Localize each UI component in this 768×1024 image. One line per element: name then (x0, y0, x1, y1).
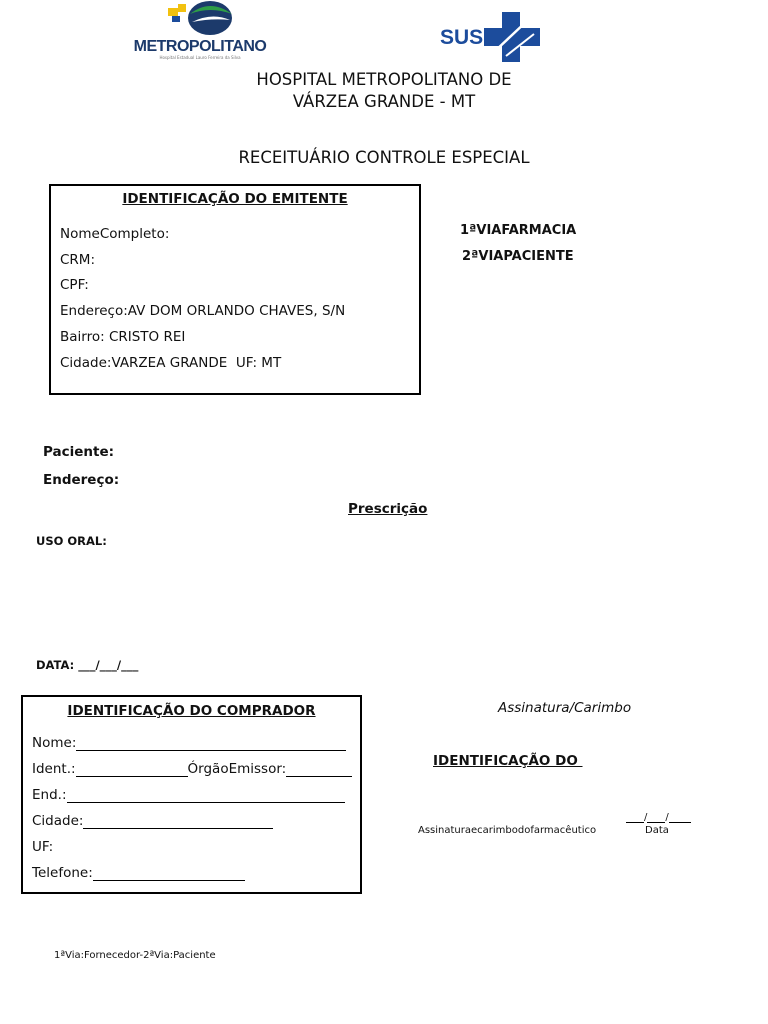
emitente-crm: CRM: (60, 252, 96, 268)
comprador-box (21, 695, 362, 894)
fornecedor-date-line[interactable]: / / (626, 812, 691, 823)
prescricao-heading: Prescrição (348, 501, 428, 517)
comprador-end-line[interactable] (67, 790, 345, 803)
metropolitano-subtitle: Hospital Estadual Lauro Ferreira da Silva (159, 55, 241, 60)
footer-vias-note: 1ªVia:Fornecedor-2ªVia:Paciente (54, 950, 216, 961)
comprador-uf-label: UF: (32, 839, 54, 855)
sus-logo (440, 12, 540, 64)
comprador-orgao-line[interactable] (286, 764, 352, 777)
hospital-name-line2: VÁRZEA GRANDE - MT (292, 92, 476, 111)
comprador-uf-field (32, 839, 53, 855)
document-title: RECEITUÁRIO CONTROLE ESPECIAL (238, 148, 530, 167)
comprador-orgao-label: ÓrgãoEmissor: (187, 761, 287, 777)
comprador-cidade-line[interactable] (83, 816, 273, 829)
emitente-endereco: Endereço:AV DOM ORLANDO CHAVES, S/N (60, 303, 346, 319)
comprador-end-field (32, 787, 345, 803)
comprador-heading: IDENTIFICAÇÃO DO COMPRADOR (67, 703, 316, 719)
emitente-bairro: Bairro: CRISTO REI (60, 329, 186, 345)
emitente-box (49, 184, 421, 395)
sus-wordmark: SUS (440, 26, 484, 49)
comprador-ident-field (32, 761, 352, 777)
paciente-label: Paciente: (43, 444, 115, 460)
metropolitano-wordmark: METROPOLITANO (133, 38, 267, 55)
emitente-nome: NomeCompleto: (60, 226, 170, 242)
comprador-nome-field (32, 735, 346, 751)
emitente-cidade: Cidade:VARZEA GRANDE UF: MT (60, 355, 282, 371)
comprador-cidade-label: Cidade: (32, 813, 84, 829)
paciente-endereco-label: Endereço: (43, 472, 120, 488)
comprador-telefone-field (32, 865, 245, 881)
emitente-heading: IDENTIFICAÇÃO DO EMITENTE (122, 191, 348, 207)
comprador-ident-label: Ident.: (32, 761, 76, 777)
fornecedor-data-label: Data (645, 825, 669, 836)
comprador-nome-line[interactable] (76, 738, 346, 751)
comprador-nome-label: Nome: (32, 735, 77, 751)
hospital-name-line1: HOSPITAL METROPOLITANO DE (256, 70, 512, 89)
fornecedor-heading: IDENTIFICAÇÃO DO (433, 753, 583, 769)
sus-cross-icon (484, 12, 540, 62)
emitente-cpf: CPF: (60, 277, 89, 293)
assinatura-carimbo-label: Assinatura/Carimbo (498, 700, 632, 716)
comprador-telefone-line[interactable] (93, 868, 245, 881)
comprador-cidade-field (32, 813, 273, 829)
comprador-telefone-label: Telefone: (32, 865, 93, 881)
metropolitano-emblem-icon (162, 0, 242, 40)
assinatura-farmaceutico-label: Assinaturaecarimbodofarmacêutico (418, 825, 597, 836)
uso-oral-label: USO ORAL: (36, 534, 107, 548)
via2-label: 2ªVIAPACIENTE (462, 249, 574, 264)
comprador-ident-line[interactable] (76, 764, 188, 777)
comprador-end-label: End.: (32, 787, 67, 803)
metropolitano-logo (130, 0, 270, 64)
via1-label: 1ªVIAFARMACIA (460, 223, 577, 238)
prescricao-data: DATA: ___/___/___ (36, 658, 139, 672)
